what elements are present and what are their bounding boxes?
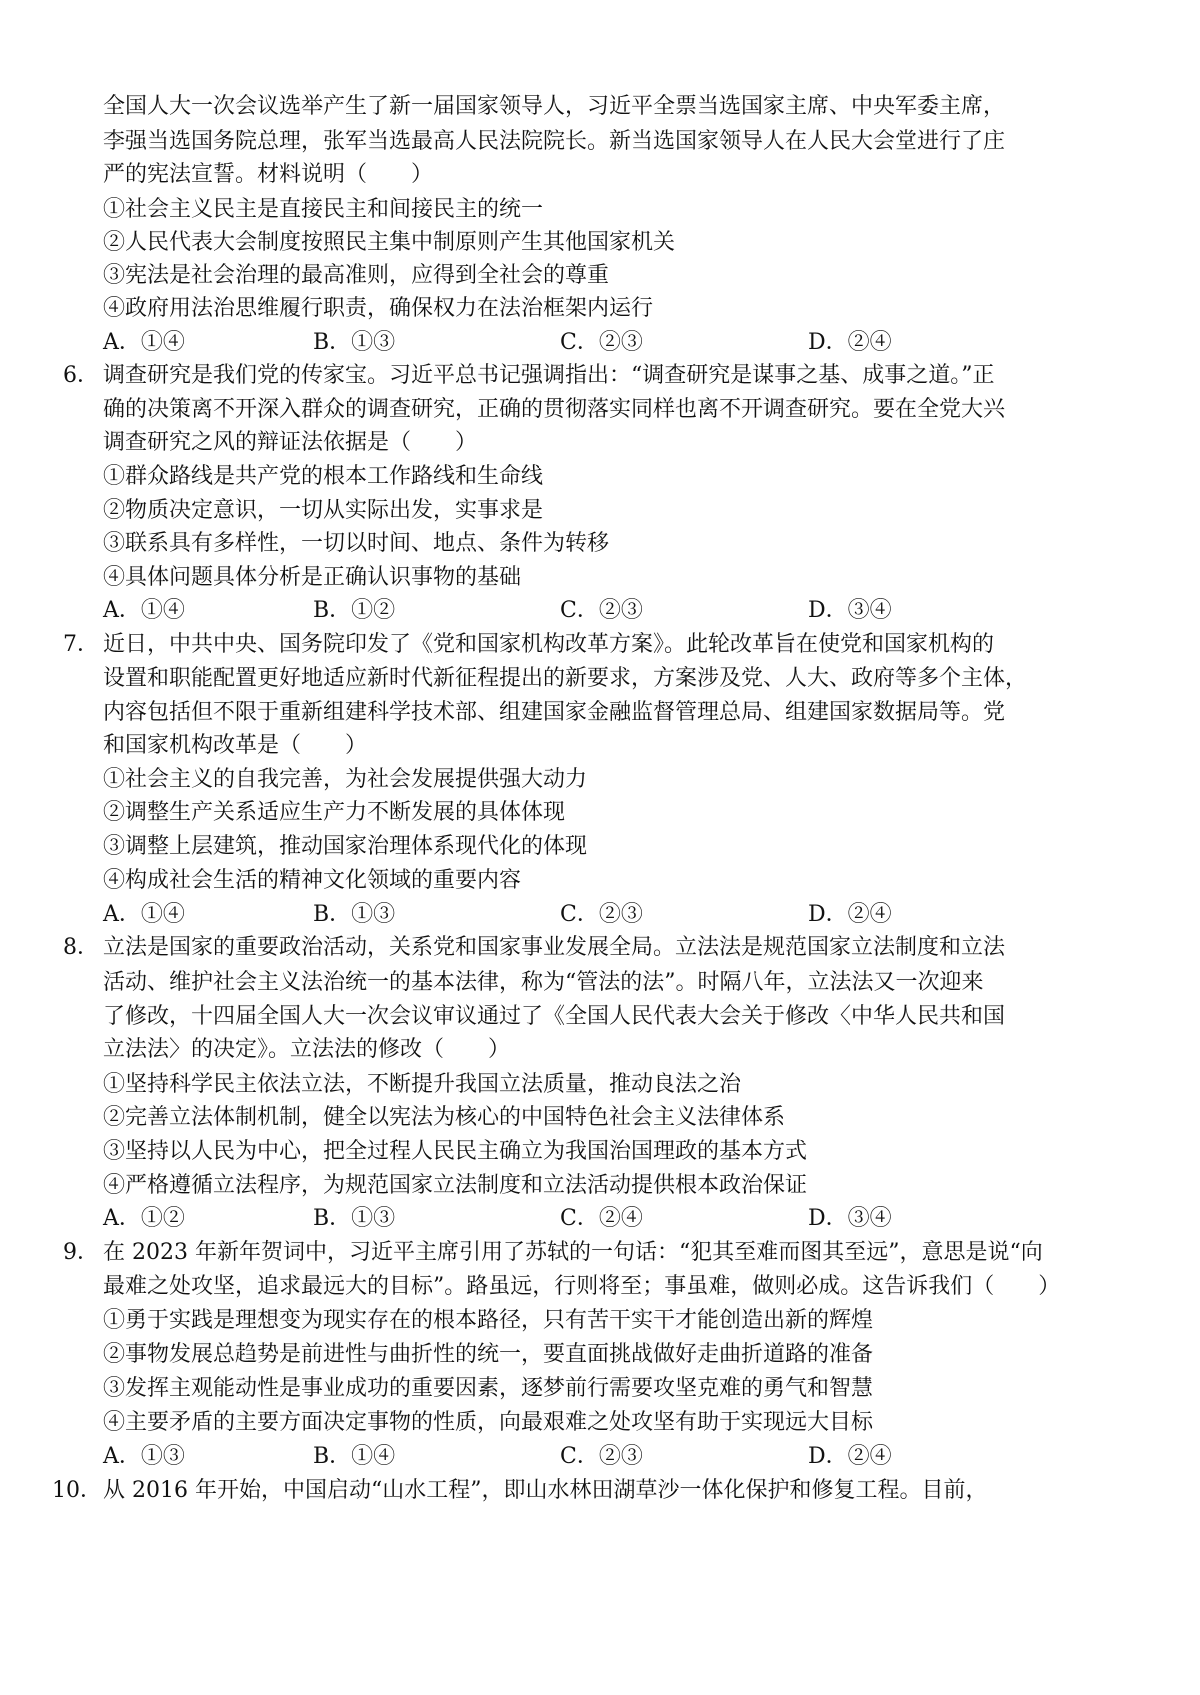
q8-option-a: A．①② xyxy=(103,1206,185,1231)
q9-option-d: D．②④ xyxy=(808,1444,892,1469)
q5-item-1: ①社会主义民主是直接民主和间接民主的统一 xyxy=(103,197,544,222)
q5-option-d: D．②④ xyxy=(808,330,892,355)
q7-option-b: B．①③ xyxy=(313,902,396,927)
q9-line-1: 在 2023 年新年贺词中，习近平主席引用了苏轼的一句话：“犯其至难而图其至远”，意思是说“向 xyxy=(103,1240,1043,1265)
q7-option-d: D．②④ xyxy=(808,902,892,927)
q7-line-4: 和国家机构改革是（ ） xyxy=(103,733,368,758)
q10-number: 10． xyxy=(52,1478,102,1503)
q5-item-4: ④政府用法治思维履行职责，确保权力在法治框架内运行 xyxy=(103,296,654,321)
q9-number: 9． xyxy=(63,1240,99,1265)
q5-option-c: C．②③ xyxy=(560,330,643,355)
q7-item-4: ④构成社会生活的精神文化领域的重要内容 xyxy=(103,868,522,893)
q6-line-2: 确的决策离不开深入群众的调查研究，正确的贯彻落实同样也离不开调查研究。要在全党大兴 xyxy=(103,397,1006,422)
q8-option-b: B．①③ xyxy=(313,1206,396,1231)
q5-option-b: B．①③ xyxy=(313,330,396,355)
q8-number: 8． xyxy=(63,935,99,960)
q6-option-a: A．①④ xyxy=(103,598,185,623)
q9-option-a: A．①③ xyxy=(103,1444,185,1469)
q6-item-1: ①群众路线是共产党的根本工作路线和生命线 xyxy=(103,464,544,489)
q7-option-c: C．②③ xyxy=(560,902,643,927)
q8-line-4: 立法法〉的决定》。立法法的修改（ ） xyxy=(103,1037,511,1062)
q5-item-3: ③宪法是社会治理的最高准则，应得到全社会的尊重 xyxy=(103,263,610,288)
q10-line-1: 从 2016 年开始，中国启动“山水工程”，即山水林田湖草沙一体化保护和修复工程。目前， xyxy=(103,1478,988,1503)
q5-line-2: 李强当选国务院总理，张军当选最高人民法院院长。新当选国家领导人在人民大会堂进行了庄 xyxy=(103,129,1006,154)
q9-item-2: ②事物发展总趋势是前进性与曲折性的统一，要直面挑战做好走曲折道路的准备 xyxy=(103,1342,874,1367)
q7-line-2: 设置和职能配置更好地适应新时代新征程提出的新要求，方案涉及党、人大、政府等多个主体， xyxy=(103,666,1028,691)
q6-line-3: 调查研究之风的辩证法依据是（ ） xyxy=(103,430,478,455)
q8-item-2: ②完善立法体制机制，健全以宪法为核心的中国特色社会主义法律体系 xyxy=(103,1105,786,1130)
q9-line-2: 最难之处攻坚，追求最远大的目标”。路虽远，行则将至；事虽难，做则必成。这告诉我们（ ） xyxy=(103,1274,1061,1299)
q9-option-c: C．②③ xyxy=(560,1444,643,1469)
q9-item-4: ④主要矛盾的主要方面决定事物的性质，向最艰难之处攻坚有助于实现远大目标 xyxy=(103,1410,874,1435)
q5-item-2: ②人民代表大会制度按照民主集中制原则产生其他国家机关 xyxy=(103,230,676,255)
q7-number: 7． xyxy=(63,632,99,657)
q7-item-3: ③调整上层建筑，推动国家治理体系现代化的体现 xyxy=(103,834,588,859)
q7-option-a: A．①④ xyxy=(103,902,185,927)
q8-line-2: 活动、维护社会主义法治统一的基本法律，称为“管法的法”。时隔八年，立法法又一次迎来 xyxy=(103,970,984,995)
q6-option-d: D．③④ xyxy=(808,598,892,623)
q6-item-3: ③联系具有多样性，一切以时间、地点、条件为转移 xyxy=(103,531,610,556)
q5-option-a: A．①④ xyxy=(103,330,185,355)
q6-item-2: ②物质决定意识，一切从实际出发，实事求是 xyxy=(103,498,544,523)
q6-option-b: B．①② xyxy=(313,598,396,623)
q5-line-1: 全国人大一次会议选举产生了新一届国家领导人，习近平全票当选国家主席、中央军委主席， xyxy=(103,94,1006,119)
q7-item-2: ②调整生产关系适应生产力不断发展的具体体现 xyxy=(103,800,566,825)
q8-option-d: D．③④ xyxy=(808,1206,892,1231)
q9-item-3: ③发挥主观能动性是事业成功的重要因素，逐梦前行需要攻坚克难的勇气和智慧 xyxy=(103,1376,874,1401)
q8-line-1: 立法是国家的重要政治活动，关系党和国家事业发展全局。立法法是规范国家立法制度和立法 xyxy=(103,935,1006,960)
q8-line-3: 了修改，十四届全国人大一次会议审议通过了《全国人民代表大会关于修改〈中华人民共和国 xyxy=(103,1004,1006,1029)
q7-line-3: 内容包括但不限于重新组建科学技术部、组建国家金融监督管理总局、组建国家数据局等。党 xyxy=(103,700,1006,725)
q6-option-c: C．②③ xyxy=(560,598,643,623)
q8-item-4: ④严格遵循立法程序，为规范国家立法制度和立法活动提供根本政治保证 xyxy=(103,1173,808,1198)
q9-option-b: B．①④ xyxy=(313,1444,396,1469)
q5-line-3: 严的宪法宣誓。材料说明（ ） xyxy=(103,162,434,187)
q7-line-1: 近日，中共中央、国务院印发了《党和国家机构改革方案》。此轮改革旨在使党和国家机构的 xyxy=(103,632,995,657)
q6-number: 6． xyxy=(63,363,99,388)
q6-item-4: ④具体问题具体分析是正确认识事物的基础 xyxy=(103,565,522,590)
q7-item-1: ①社会主义的自我完善，为社会发展提供强大动力 xyxy=(103,767,588,792)
q6-line-1: 调查研究是我们党的传家宝。习近平总书记强调指出：“调查研究是谋事之基、成事之道。”正 xyxy=(103,363,995,388)
q8-option-c: C．②④ xyxy=(560,1206,643,1231)
q8-item-3: ③坚持以人民为中心，把全过程人民民主确立为我国治国理政的基本方式 xyxy=(103,1139,808,1164)
q9-item-1: ①勇于实践是理想变为现实存在的根本路径，只有苦干实干才能创造出新的辉煌 xyxy=(103,1308,874,1333)
q8-item-1: ①坚持科学民主依法立法，不断提升我国立法质量，推动良法之治 xyxy=(103,1072,742,1097)
